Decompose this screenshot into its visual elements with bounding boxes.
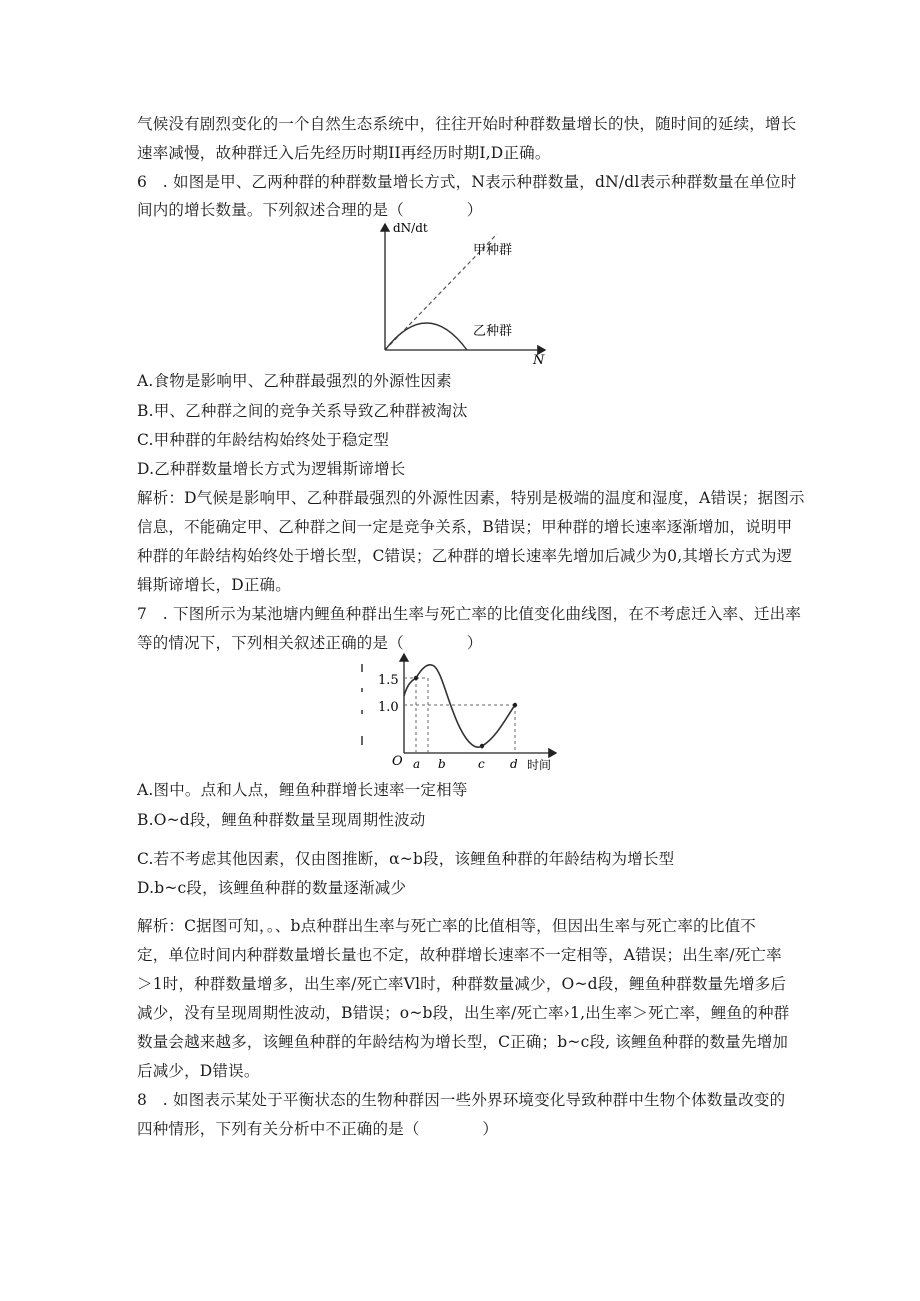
ratio-curve <box>404 665 515 747</box>
point-d <box>513 703 517 707</box>
paragraph-line: 速率减慢，故种群迁入后先经历时期II再经历时期I,D正确。 <box>137 144 551 162</box>
question-7-stem: 7 . 下图所示为某池塘内鲤鱼种群出生率与死亡率的比值变化曲线图，在不考虑迁入率、迁出率 <box>137 605 802 623</box>
y-tick-label: 1.5 <box>378 673 399 688</box>
answer-analysis: 后减少，D错误。 <box>137 1062 260 1080</box>
point-c <box>480 744 484 748</box>
option-c: C.若不考虑其他因素，仅由图推断，α~b段，该鲤鱼种群的年龄结构为增长型 <box>137 850 675 868</box>
figure-7-birth-death-ratio-chart <box>350 648 570 778</box>
y-tick-label: 1.0 <box>378 700 399 715</box>
paragraph-line: 气候没有剧烈变化的一个自然生态系统中，往往开始时种群数量增长的快，随时间的延续，增长 <box>137 115 797 133</box>
option-a: A.图中。点和人点，鲤鱼种群增长速率一定相等 <box>137 781 468 799</box>
option-d: D.乙种群数量增长方式为逻辑斯谛增长 <box>137 460 406 478</box>
figure-6-growth-chart <box>365 218 555 366</box>
x-tick-label: a <box>413 757 421 771</box>
option-b: B.O~d段，鲤鱼种群数量呈现周期性波动 <box>137 811 426 829</box>
x-tick-label: d <box>510 757 518 771</box>
y-axis-label: dN/dt <box>393 221 428 235</box>
x-axis-label: N <box>533 353 545 366</box>
point-a <box>414 676 418 680</box>
option-a: A.食物是影响甲、乙种群最强烈的外源性因素 <box>137 372 452 390</box>
origin-label: O <box>392 754 403 769</box>
x-tick-label: c <box>478 757 485 771</box>
answer-analysis: 信息，不能确定甲、乙种群之间一定是竞争关系，B错误；甲种群的增长速率逐渐增加，说明甲 <box>137 518 793 536</box>
answer-analysis: ＞1时，种群数量增多，出生率/死亡率Vl时，种群数量减少，O~d段，鲤鱼种群数量先增多后 <box>137 975 787 993</box>
answer-analysis: 减少，没有呈现周期性波动，B错误；o~b段，出生率/死亡率›1,出生率＞死亡率，鲤鱼的种群 <box>137 1004 790 1022</box>
answer-analysis: 种群的年龄结构始终处于增长型，C错误；乙种群的增长速率先增加后减少为0,其增长方式为逻 <box>137 547 793 565</box>
question-6-stem: 6 . 如图是甲、乙两种群的种群数量增长方式，N表示种群数量，dN/dl表示种群数量在单位时 <box>137 173 797 191</box>
series-yi-label: 乙种群 <box>473 324 513 339</box>
question-6-stem: 间内的增长数量。下列叙述合理的是（ ） <box>137 201 483 219</box>
question-8-stem: 8 . 如图表示某处于平衡状态的生物种群因一些外界环境变化导致种群中生物个体数量改变的 <box>137 1091 786 1109</box>
option-c: C.甲种群的年龄结构始终处于稳定型 <box>137 431 390 449</box>
x-tick-label: b <box>438 757 446 771</box>
answer-analysis: 解析：C据图可知，。、b点种群出生率与死亡率的比值相等，但因出生率与死亡率的比值不 <box>137 917 756 935</box>
option-d: D.b~c段，该鲤鱼种群的数量逐渐减少 <box>137 879 407 897</box>
option-b: B.甲、乙种群之间的竞争关系导致乙种群被淘汰 <box>137 402 468 420</box>
answer-analysis: 定，单位时间内种群数量增长量也不定，故种群增长速率不一定相等，A错误；出生率/死亡率 <box>137 946 782 964</box>
answer-analysis: 数量会越来越多，该鲤鱼种群的年龄结构为增长型，C正确；b~c段, 该鲤鱼种群的数量先增加 <box>137 1033 789 1051</box>
series-yi-curve <box>385 323 467 350</box>
x-axis-label: 时间 <box>527 758 552 772</box>
question-8-stem: 四种情形，下列有关分析中不正确的是（ ） <box>137 1120 499 1138</box>
answer-analysis: 解析：D气候是影响甲、乙种群最强烈的外源性因素，特别是极端的温度和湿度，A错误；据图示 <box>137 489 805 507</box>
question-7-stem: 等的情况下，下列相关叙述正确的是（ ） <box>137 634 483 652</box>
answer-analysis: 辑斯谛增长，D正确。 <box>137 576 291 594</box>
series-jia-label: 甲种群 <box>473 243 513 258</box>
